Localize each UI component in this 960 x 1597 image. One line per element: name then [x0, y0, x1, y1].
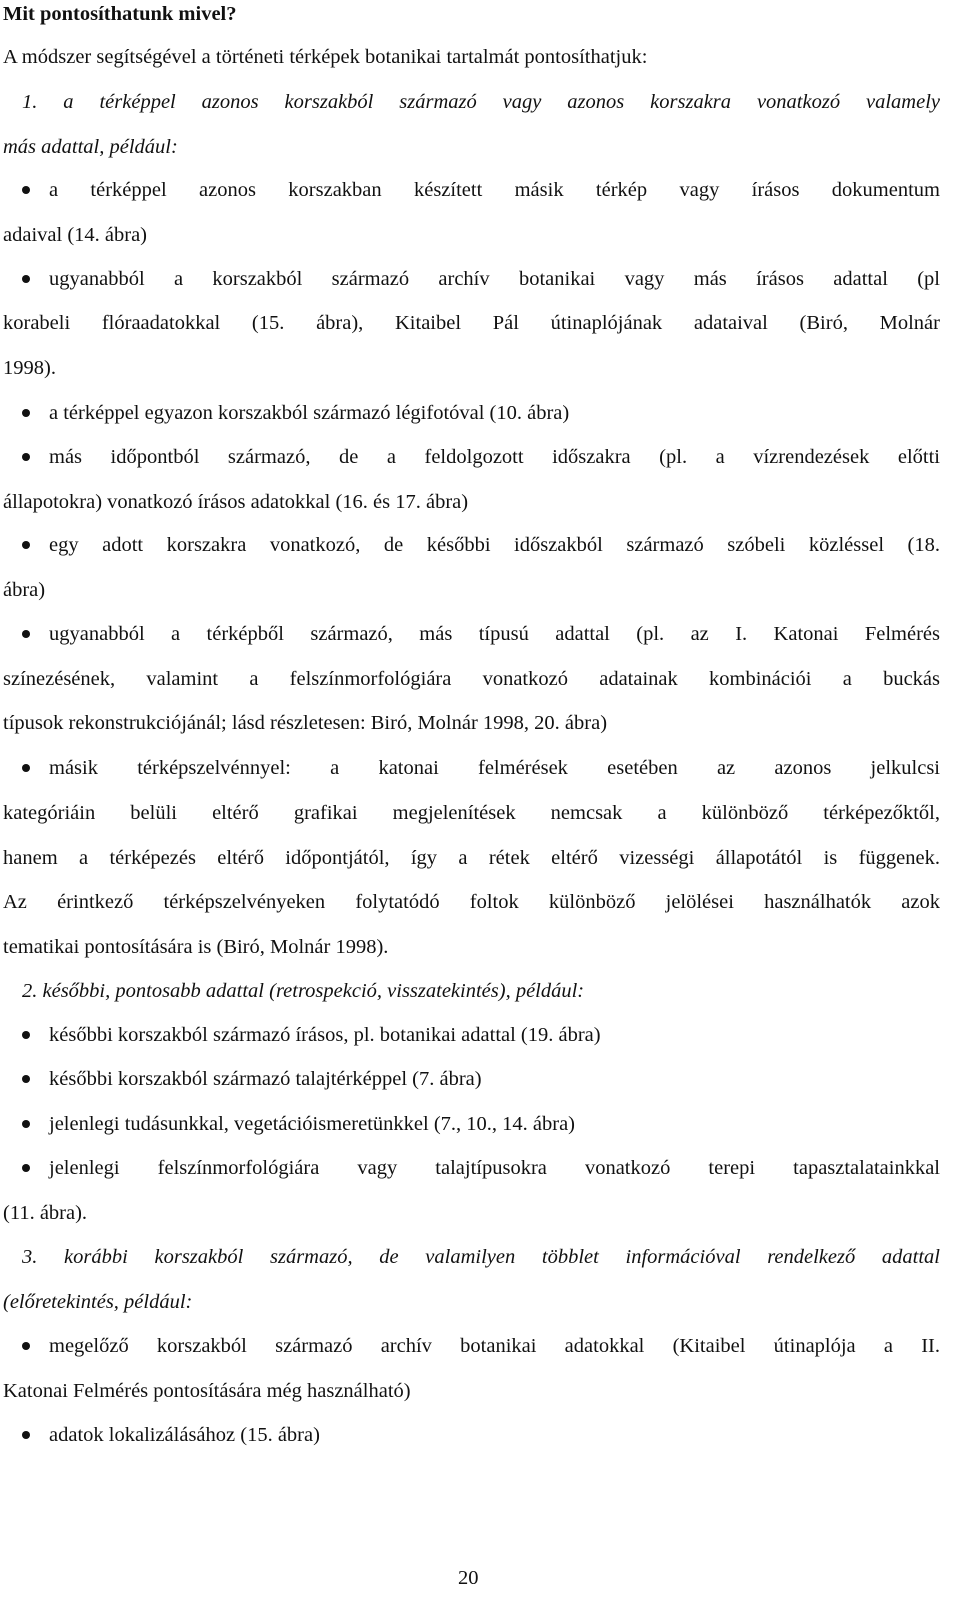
bullet-dot [22, 186, 30, 194]
bullet-dot [22, 1075, 30, 1083]
list-item-cont: kategóriáin belüli eltérő grafikai megjelenítések nemcsak a különböző térképezőktől, [3, 802, 940, 824]
list-item-cont: 1998). [3, 357, 56, 379]
list-item: adatok lokalizálásához (15. ábra) [49, 1424, 320, 1446]
list-item-cont: hanem a térképezés eltérő időpontjától, így a rétek eltérő vizességi állapotától is függenek. [3, 847, 940, 869]
bullet-dot [22, 1120, 30, 1128]
list-item: másik térképszelvénnyel: a katonai felmérések esetében az azonos jelkulcsi [49, 757, 940, 779]
list-item-cont: adaival (14. ábra) [3, 224, 147, 246]
list-item: jelenlegi felszínmorfológiára vagy talajtípusokra vonatkozó terepi tapasztalatainkkal [49, 1157, 940, 1179]
bullet-dot [22, 409, 30, 417]
list-item-cont: Katonai Felmérés pontosítására még használható) [3, 1380, 411, 1402]
list-item-cont: állapotokra) vonatkozó írásos adatokkal (16. és 17. ábra) [3, 491, 469, 513]
bullet-dot [22, 1164, 30, 1172]
list-item: jelenlegi tudásunkkal, vegetációismeretünkkel (7., 10., 14. ábra) [49, 1113, 575, 1135]
section-3-heading: 3. korábbi korszakból származó, de valamilyen többlet információval rendelkező adattal [22, 1246, 940, 1268]
bullet-dot [22, 453, 30, 461]
list-item: a térképpel egyazon korszakból származó légifotóval (10. ábra) [49, 402, 570, 424]
bullet-dot [22, 541, 30, 549]
list-item-cont: színezésének, valamint a felszínmorfológiára vonatkozó adatainak kombinációi a buckás [3, 668, 940, 690]
list-item-cont: ábra) [3, 579, 46, 601]
list-item: a térképpel azonos korszakban készített másik térkép vagy írásos dokumentum [49, 179, 940, 201]
list-item: későbbi korszakból származó talajtérképpel (7. ábra) [49, 1068, 482, 1090]
section-2-heading: 2. későbbi, pontosabb adattal (retrospekció, visszatekintés), például: [22, 980, 585, 1002]
list-item-cont: Az érintkező térképszelvényeken folytatódó foltok különböző jelölései használhatók azok [3, 891, 940, 913]
list-item: megelőző korszakból származó archív botanikai adatokkal (Kitaibel útinaplója a II. [49, 1335, 940, 1357]
list-item: más időpontból származó, de a feldolgozott időszakra (pl. a vízrendezések előtti [49, 446, 940, 468]
list-item-cont: korabeli flóraadatokkal (15. ábra), Kitaibel Pál útinaplójának adataival (Biró, Molnár [3, 312, 940, 334]
section-title: Mit pontosíthatunk mivel? [3, 3, 237, 25]
section-1-heading: 1. a térképpel azonos korszakból származó vagy azonos korszakra vonatkozó valamely [22, 91, 940, 113]
bullet-dot [22, 1031, 30, 1039]
list-item: későbbi korszakból származó írásos, pl. botanikai adattal (19. ábra) [49, 1024, 601, 1046]
list-item-cont: típusok rekonstrukciójánál; lásd részletesen: Biró, Molnár 1998, 20. ábra) [3, 712, 608, 734]
section-3-heading-cont: (előretekintés, például: [3, 1291, 193, 1313]
list-item-cont: (11. ábra). [3, 1202, 88, 1224]
list-item: ugyanabból a térképből származó, más típusú adattal (pl. az I. Katonai Felmérés [49, 623, 940, 645]
bullet-dot [22, 630, 30, 638]
section-1-heading-cont: más adattal, például: [3, 136, 178, 158]
page-number: 20 [458, 1567, 479, 1589]
bullet-dot [22, 1431, 30, 1439]
bullet-dot [22, 275, 30, 283]
bullet-dot [22, 1342, 30, 1350]
list-item: egy adott korszakra vonatkozó, de későbbi időszakból származó szóbeli közléssel (18. [49, 534, 940, 556]
list-item-cont: tematikai pontosítására is (Biró, Molnár 1998). [3, 936, 389, 958]
list-item: ugyanabból a korszakból származó archív botanikai vagy más írásos adattal (pl [49, 268, 940, 290]
intro-paragraph: A módszer segítségével a történeti térképek botanikai tartalmát pontosíthatjuk: [3, 46, 648, 68]
bullet-dot [22, 764, 30, 772]
